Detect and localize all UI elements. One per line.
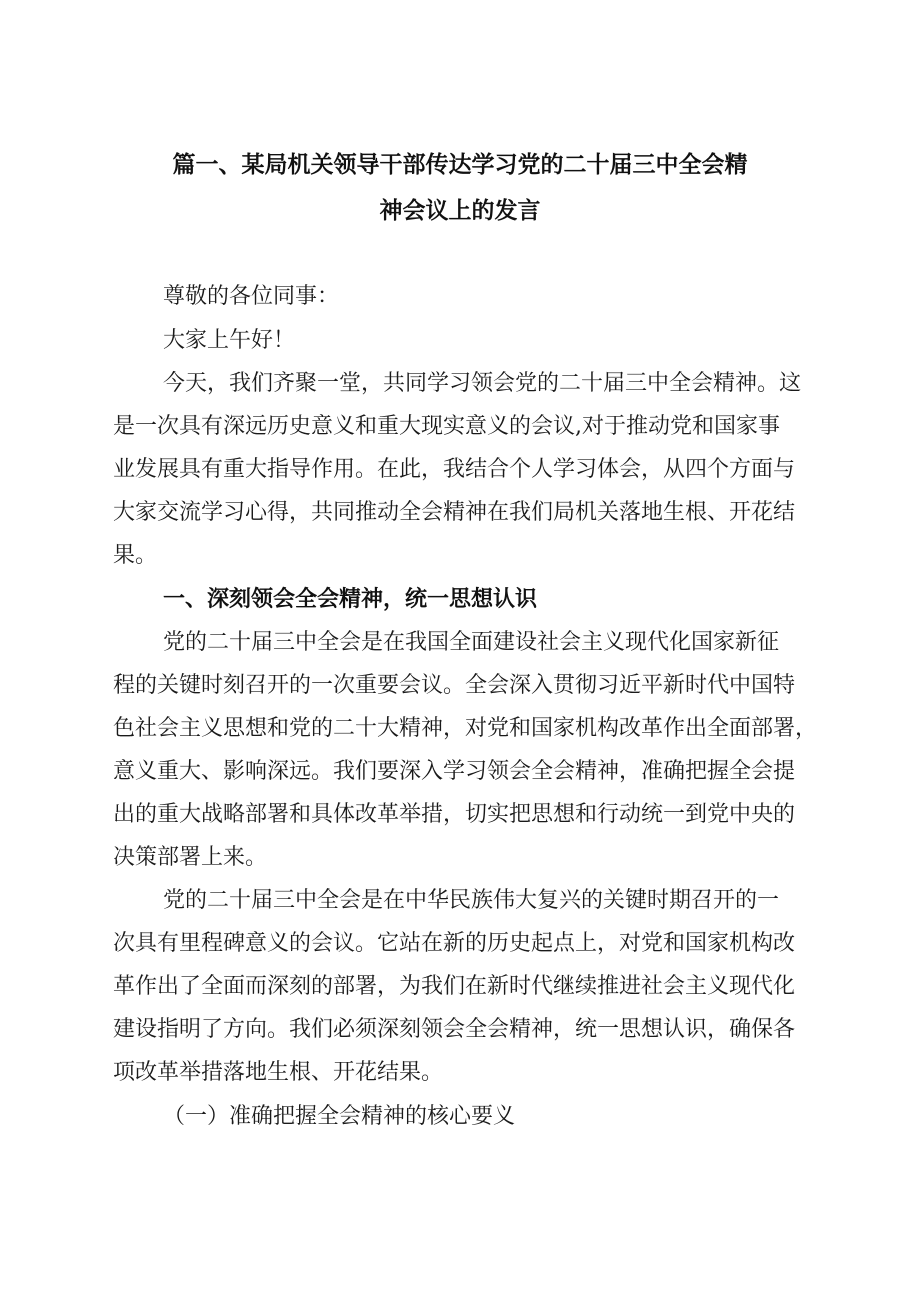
- paragraph-line: 革作出了全面而深刻的部署，为我们在新时代继续推进社会主义现代化: [113, 974, 796, 999]
- subsection-heading: （一）准确把握全会精神的核心要义: [163, 1104, 516, 1129]
- intro-line: 业发展具有重大指导作用。在此，我结合个人学习体会，从四个方面与: [113, 457, 796, 482]
- section-heading: 一、深刻领会全会精神，统一思想认识: [163, 587, 538, 612]
- greeting: 大家上午好！: [163, 328, 296, 353]
- document-title-line-2: 神会议上的发言: [379, 198, 541, 224]
- paragraph-line: 建设指明了方向。我们必须深刻领会全会精神，统一思想认识，确保各: [113, 1017, 796, 1042]
- intro-line: 今天，我们齐聚一堂，共同学习领会党的二十届三中全会精神。这: [163, 371, 802, 396]
- paragraph-line: 出的重大战略部署和具体改革举措，切实把思想和行动统一到党中央的: [113, 802, 796, 827]
- salutation: 尊敬的各位同事：: [163, 284, 340, 309]
- intro-line: 是一次具有深远历史意义和重大现实意义的会议,对于推动党和国家事: [113, 414, 780, 439]
- paragraph-line: 程的关键时刻召开的一次重要会议。全会深入贯彻习近平新时代中国特: [113, 673, 796, 698]
- document-title-line-1: 篇一、某局机关领导干部传达学习党的二十届三中全会精: [172, 152, 748, 178]
- paragraph-line: 党的二十届三中全会是在中华民族伟大复兴的关键时期召开的一: [163, 888, 780, 913]
- paragraph-line: 次具有里程碑意义的会议。它站在新的历史起点上，对党和国家机构改: [113, 931, 796, 956]
- paragraph-line: 决策部署上来。: [113, 845, 268, 870]
- intro-line: 大家交流学习心得，共同推动全会精神在我们局机关落地生根、开花结: [113, 500, 796, 525]
- paragraph-line: 党的二十届三中全会是在我国全面建设社会主义现代化国家新征: [163, 630, 780, 655]
- paragraph-line: 项改革举措落地生根、开花结果。: [113, 1060, 444, 1085]
- paragraph-line: 意义重大、影响深远。我们要深入学习领会全会精神，准确把握全会提: [113, 759, 796, 784]
- paragraph-line: 色社会主义思想和党的二十大精神，对党和国家机构改革作出全面部署，: [113, 716, 818, 741]
- intro-line: 果。: [113, 543, 158, 568]
